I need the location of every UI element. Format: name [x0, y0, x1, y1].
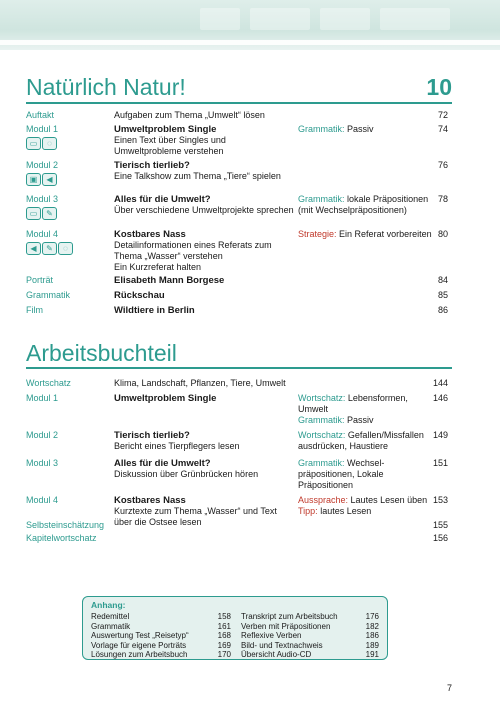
appendix-item[interactable]: [91, 641, 231, 651]
appendix-item-page: 189: [365, 640, 379, 650]
skill-icons: [26, 173, 57, 186]
workbook-page: 151: [432, 458, 448, 468]
appendix-item-label: Auswertung Test „Reisetyp“: [91, 631, 189, 641]
speech-bubble-icon: ◌: [42, 137, 57, 150]
summary-page: 155: [432, 520, 448, 530]
toc-label: Modul 1: [26, 124, 59, 134]
toc-label: Modul 3: [26, 194, 59, 204]
workbook-focus: [298, 430, 436, 452]
workbook-focus: [298, 495, 436, 517]
workbook-description: Kurztexte zum Thema „Wasser“ und Text über die Ostsee lesen: [114, 506, 277, 527]
workbook-title: Umweltproblem Single: [114, 393, 217, 404]
toc-title: Umweltproblem Single: [114, 124, 217, 135]
toc-focus: [298, 124, 436, 135]
workbook-content: [114, 458, 294, 480]
summary-page: 156: [432, 533, 448, 543]
appendix-item[interactable]: [91, 631, 231, 641]
workbook-content: [114, 393, 294, 404]
workbook-description: Bericht eines Tierpflegers lesen: [114, 441, 240, 451]
appendix-item-page: 176: [365, 612, 379, 621]
workbook-label: Modul 3: [26, 458, 59, 468]
appendix-item-label: Reflexive Verben: [241, 631, 302, 641]
appendix-item-label: Übersicht Audio-CD: [241, 650, 312, 660]
toc-description: Einen Text über Singles und Umweltprobleme verstehen: [114, 135, 226, 156]
skill-icons: [26, 242, 73, 255]
workbook-label: Modul 1: [26, 393, 59, 403]
focus-keyword: Grammatik:: [298, 458, 345, 468]
chapter-title: Natürlich Natur!: [26, 74, 186, 100]
appendix-item-label: Transkript zum Arbeitsbuch: [241, 612, 338, 621]
toc-page: 84: [437, 275, 448, 285]
workbook-page: 144: [432, 378, 448, 388]
appendix-item-page: 158: [217, 612, 231, 621]
focus-keyword: Grammatik:: [298, 124, 345, 134]
appendix-item[interactable]: [91, 650, 231, 660]
toc-description: Über verschiedene Umweltprojekte sprechen: [114, 205, 294, 215]
focus-line-2: [298, 506, 436, 517]
focus-text: Passiv: [347, 124, 374, 134]
workbook-summary-row[interactable]: [26, 533, 452, 544]
toc-page: 78: [437, 194, 448, 204]
header-band: [0, 0, 500, 50]
appendix-item[interactable]: [241, 641, 379, 651]
workbook-summary-row[interactable]: [26, 520, 452, 531]
toc-content: [114, 305, 294, 316]
section-rule: [26, 367, 452, 369]
appendix-item-page: 161: [217, 621, 231, 631]
appendix-item[interactable]: [241, 612, 379, 622]
toc-title: Tierisch tierlieb?: [114, 160, 190, 171]
toc-content: [114, 110, 294, 121]
appendix-item[interactable]: [91, 622, 231, 632]
workbook-description: Klima, Landschaft, Pflanzen, Tiere, Umwelt: [114, 378, 286, 388]
appendix-box: [82, 596, 388, 660]
toc-page: 74: [437, 124, 448, 134]
appendix-item[interactable]: [241, 650, 379, 660]
toc-title: Elisabeth Mann Borgese: [114, 275, 225, 286]
appendix-item-label: Verben mit Präpositionen: [241, 621, 331, 631]
audio-icon: ◀: [26, 242, 41, 255]
workbook-title: Tierisch tierlieb?: [114, 430, 190, 441]
appendix-item-page: 186: [365, 631, 379, 641]
toc-title: Alles für die Umwelt?: [114, 194, 211, 205]
workbook-focus: [298, 458, 436, 491]
chapter-rule: [26, 102, 452, 104]
toc-label: Auftakt: [26, 110, 55, 120]
appendix-item-page: 169: [217, 640, 231, 650]
focus-keyword: Wortschatz:: [298, 393, 346, 403]
speaker-icon: ▣: [26, 173, 41, 186]
workbook-content: [114, 378, 294, 389]
toc-content: [114, 229, 294, 273]
focus-text: Gefallen/Missfallen ausdrücken, Haustiere: [298, 430, 424, 451]
toc-title: Rückschau: [114, 290, 165, 301]
toc-title: Kostbares Nass: [114, 229, 186, 240]
toc-label: Modul 4: [26, 229, 59, 239]
toc-page: 80: [437, 229, 448, 239]
workbook-title: Kostbares Nass: [114, 495, 186, 506]
focus-keyword: Aussprache:: [298, 495, 349, 505]
focus-text: Passiv: [347, 415, 374, 425]
workbook-label: Modul 2: [26, 430, 59, 440]
header-stripe: [0, 40, 500, 45]
toc-page: 72: [437, 110, 448, 120]
toc-focus: [298, 229, 436, 240]
workbook-page: 149: [432, 430, 448, 440]
workbook-description: Diskussion über Grünbrücken hören: [114, 469, 259, 479]
toc-content: [114, 275, 294, 286]
audio-icon: ◀: [42, 173, 57, 186]
appendix-item[interactable]: [241, 631, 379, 641]
focus-text: Ein Referat vorbereiten: [339, 229, 432, 239]
appendix-item-page: 168: [217, 631, 231, 641]
toc-page: 76: [437, 160, 448, 170]
book-icon: ▭: [26, 137, 41, 150]
workbook-label: Modul 4: [26, 495, 59, 505]
toc-content: [114, 124, 294, 157]
page-number: 7: [446, 683, 452, 693]
appendix-left-column: [91, 612, 231, 660]
focus-line-2: [298, 415, 436, 426]
toc-description: Eine Talkshow zum Thema „Tiere“ spielen: [114, 171, 281, 181]
book-icon: ▭: [26, 207, 41, 220]
summary-label: Kapitelwortschatz: [26, 533, 97, 543]
appendix-item-label: Lösungen zum Arbeitsbuch: [91, 650, 188, 660]
toc-content: [114, 194, 294, 216]
focus-keyword: Grammatik:: [298, 415, 345, 425]
speech-bubble-icon: ◌: [58, 242, 73, 255]
workbook-page: 153: [432, 495, 448, 505]
toc-page: 85: [437, 290, 448, 300]
appendix-item-label: Redemittel: [91, 612, 130, 621]
pencil-icon: ✎: [42, 207, 57, 220]
focus-text: lautes Lesen: [320, 506, 372, 516]
appendix-item-label: Vorlage für eigene Porträts: [91, 640, 187, 650]
toc-content: [114, 290, 294, 301]
pencil-icon: ✎: [42, 242, 57, 255]
toc-label: Porträt: [26, 275, 54, 285]
toc-description: Aufgaben zum Thema „Umwelt“ lösen: [114, 110, 265, 120]
workbook-label: Wortschatz: [26, 378, 71, 388]
toc-label: Modul 2: [26, 160, 59, 170]
appendix-right-column: [241, 612, 379, 660]
focus-text: Lebensformen, Umwelt: [298, 393, 408, 414]
summary-label: Selbsteinschätzung: [26, 520, 105, 530]
toc-page: 86: [437, 305, 448, 315]
appendix-item-label: Grammatik: [91, 621, 131, 631]
toc-label: Grammatik: [26, 290, 71, 300]
appendix-item-page: 182: [365, 621, 379, 631]
appendix-item-page: 170: [217, 650, 231, 660]
header-decoration: [0, 8, 500, 30]
toc-description: Detailinformationen eines Referats zum Thema „Wasser“ verstehen Ein Kurzreferat halten: [114, 240, 272, 272]
workbook-page: 146: [432, 393, 448, 403]
toc-title: Wildtiere in Berlin: [114, 305, 195, 316]
toc-focus: [298, 194, 436, 216]
focus-keyword: Wortschatz:: [298, 430, 346, 440]
section-title-arbeitsbuch: Arbeitsbuchteil: [26, 340, 177, 366]
appendix-item-page: 191: [365, 650, 379, 660]
focus-keyword: Grammatik:: [298, 194, 345, 204]
appendix-item-label: Bild- und Textnachweis: [241, 640, 323, 650]
skill-icons: [26, 137, 57, 150]
appendix-heading: Anhang:: [91, 600, 126, 610]
appendix-item[interactable]: [241, 622, 379, 632]
focus-keyword: Strategie:: [298, 229, 337, 239]
focus-keyword: Tipp:: [298, 506, 318, 516]
focus-text: lokale Präpositionen (mit Wechselpräpositionen): [298, 194, 429, 215]
skill-icons: [26, 207, 57, 220]
workbook-title: Alles für die Umwelt?: [114, 458, 211, 469]
focus-text: Lautes Lesen üben: [350, 495, 428, 505]
workbook-focus: [298, 393, 436, 426]
toc-label: Film: [26, 305, 43, 315]
chapter-number: 10: [426, 74, 452, 100]
workbook-content: [114, 430, 294, 452]
focus-text: Wechsel-präpositionen, Lokale Präpositionen: [298, 458, 385, 490]
toc-content: [114, 160, 294, 182]
appendix-item[interactable]: [91, 612, 231, 622]
